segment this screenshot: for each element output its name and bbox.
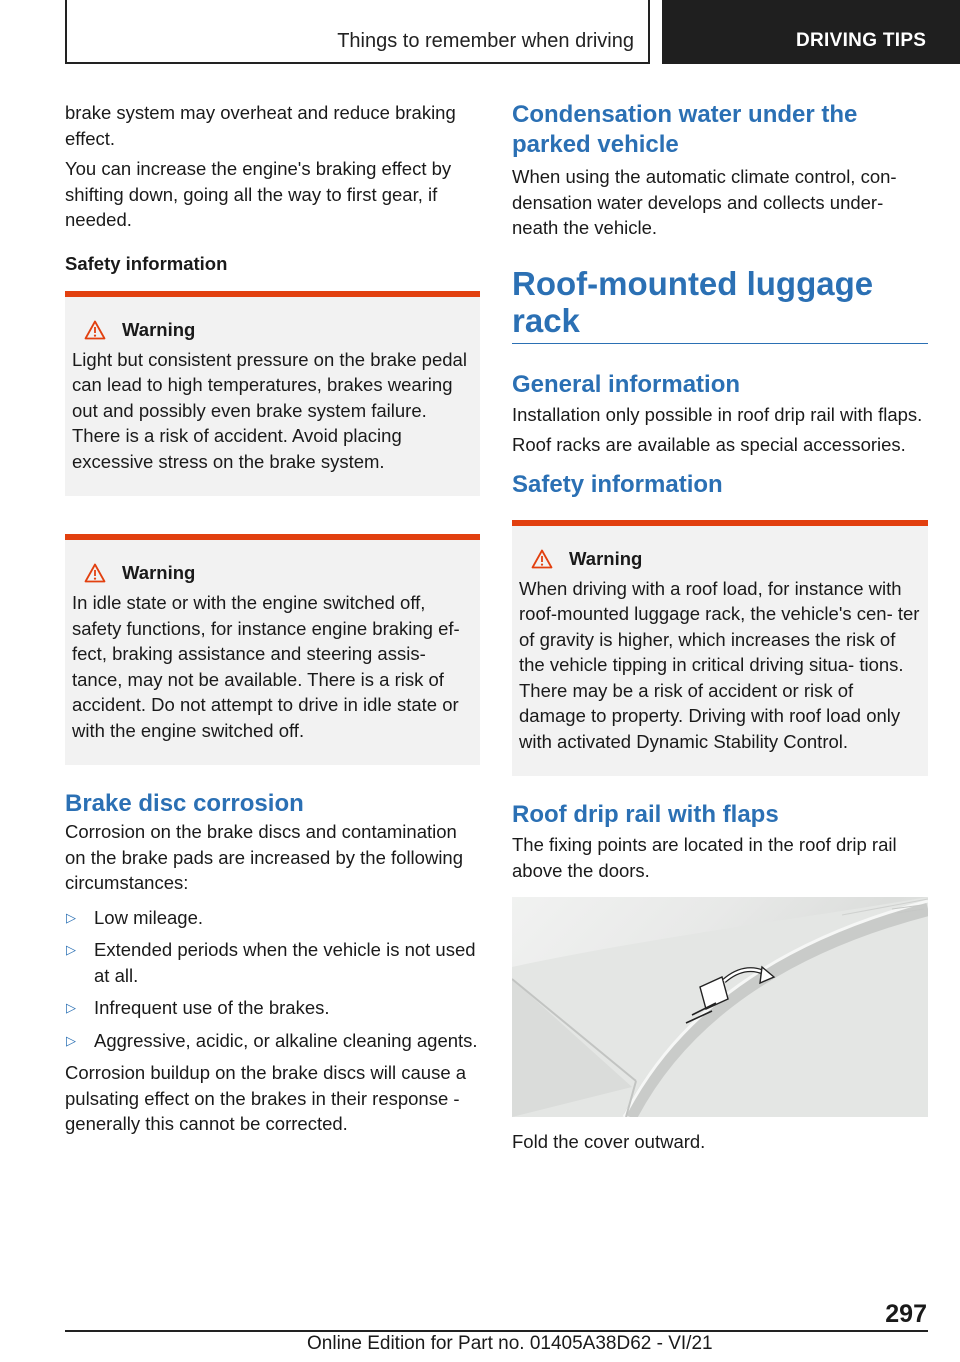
list-item-text: Low mileage. bbox=[94, 906, 204, 928]
section-heading: Brake disc corrosion bbox=[65, 790, 304, 817]
paragraph: Installation only possible in roof drip rail with flaps. bbox=[512, 403, 923, 425]
warning-header bbox=[72, 319, 473, 341]
paragraph: Corrosion on the brake discs and contamination on the brake pads are increased by the following circumstances: bbox=[65, 821, 464, 893]
footer-edition: Online Edition for Part no. 01405A38D62 - VI/21 bbox=[307, 1333, 713, 1354]
warning-header bbox=[72, 562, 473, 584]
warning-triangle-icon bbox=[531, 549, 553, 569]
list-item bbox=[65, 995, 480, 1021]
paragraph: Roof racks are available as special accessories. bbox=[512, 434, 906, 455]
warning-text: When driving with a roof load, for instance with roof-mounted luggage rack, the vehicle's cen- ter of gravity is higher, which increases the risk of the vehicle tipping in critical driving situa- tions. There may be a risk of accident or risk of damage to property. Driving with roof load only with activated Dynamic Stability Control. bbox=[519, 577, 920, 752]
warning-box bbox=[65, 291, 480, 497]
header-section-tab bbox=[65, 0, 650, 64]
page-number: 297 bbox=[885, 1300, 927, 1328]
right-column bbox=[512, 100, 928, 1160]
list-item-text: Aggressive, acidic, or alkaline cleaning agents. bbox=[94, 1029, 478, 1051]
section-heading: Safety information bbox=[512, 470, 723, 498]
header-chapter-title: DRIVING TIPS bbox=[796, 30, 927, 51]
left-column bbox=[65, 100, 480, 1142]
header-section-title: Things to remember when driving bbox=[337, 30, 634, 52]
bullet-triangle-icon: ▷ bbox=[66, 1000, 76, 1015]
list-item bbox=[65, 1028, 480, 1054]
safety-heading: Safety information bbox=[65, 252, 228, 274]
chapter-heading: Roof-mounted luggage rack bbox=[512, 265, 928, 344]
warning-text: In idle state or with the engine switched off, safety functions, for instance engine braking ef- fect, braking assistance and steering assis- tance, may not be available. There is a risk of accident. Do not attempt to drive in idle state or with the engine switched off. bbox=[72, 592, 460, 741]
list-item bbox=[65, 905, 480, 931]
section-heading: Roof drip rail with flaps bbox=[512, 801, 779, 828]
warning-triangle-icon bbox=[84, 320, 106, 340]
warning-title: Warning bbox=[122, 562, 196, 583]
bullet-triangle-icon: ▷ bbox=[66, 1032, 76, 1048]
roof-rail-drawing bbox=[512, 897, 928, 1117]
section-heading: General information bbox=[512, 370, 741, 398]
paragraph: The fixing points are located in the roof drip rail above the doors. bbox=[512, 834, 897, 881]
bullet-triangle-icon: ▷ bbox=[66, 909, 76, 925]
bullet-list bbox=[65, 905, 480, 1054]
paragraph: Corrosion buildup on the brake discs will cause a pulsating effect on the brakes in their response - generally this cannot be corrected. bbox=[65, 1062, 467, 1134]
warning-title: Warning bbox=[569, 547, 643, 569]
section-heading: Condensation water under the parked vehicle bbox=[512, 101, 858, 158]
paragraph: When using the automatic climate control, con- densation water develops and collects under- neath the vehicle. bbox=[512, 166, 897, 238]
warning-box bbox=[65, 534, 480, 765]
list-item bbox=[65, 937, 480, 988]
paragraph: You can increase the engine's braking effect by shifting down, going all the way to first gear, if needed. bbox=[65, 158, 452, 230]
paragraph: brake system may overheat and reduce braking effect. bbox=[65, 102, 456, 149]
image-caption: Fold the cover outward. bbox=[512, 1131, 706, 1152]
warning-title: Warning bbox=[122, 318, 196, 340]
list-item-text: Infrequent use of the brakes. bbox=[94, 997, 330, 1018]
footer-rule bbox=[65, 1330, 928, 1332]
warning-text: Light but consistent pressure on the brake pedal can lead to high temperatures, brakes wearing out and possibly even brake system failure. There is a risk of accident. Avoid placing excessive stress on the brake system. bbox=[72, 348, 467, 472]
bullet-triangle-icon: ▷ bbox=[66, 942, 76, 957]
warning-triangle-icon bbox=[84, 563, 106, 583]
warning-box bbox=[512, 520, 928, 777]
header-chapter-tab bbox=[662, 0, 960, 64]
roof-drip-rail-illustration bbox=[512, 897, 928, 1117]
list-item-text: Extended periods when the vehicle is not used at all. bbox=[94, 939, 476, 986]
warning-header bbox=[519, 548, 921, 570]
